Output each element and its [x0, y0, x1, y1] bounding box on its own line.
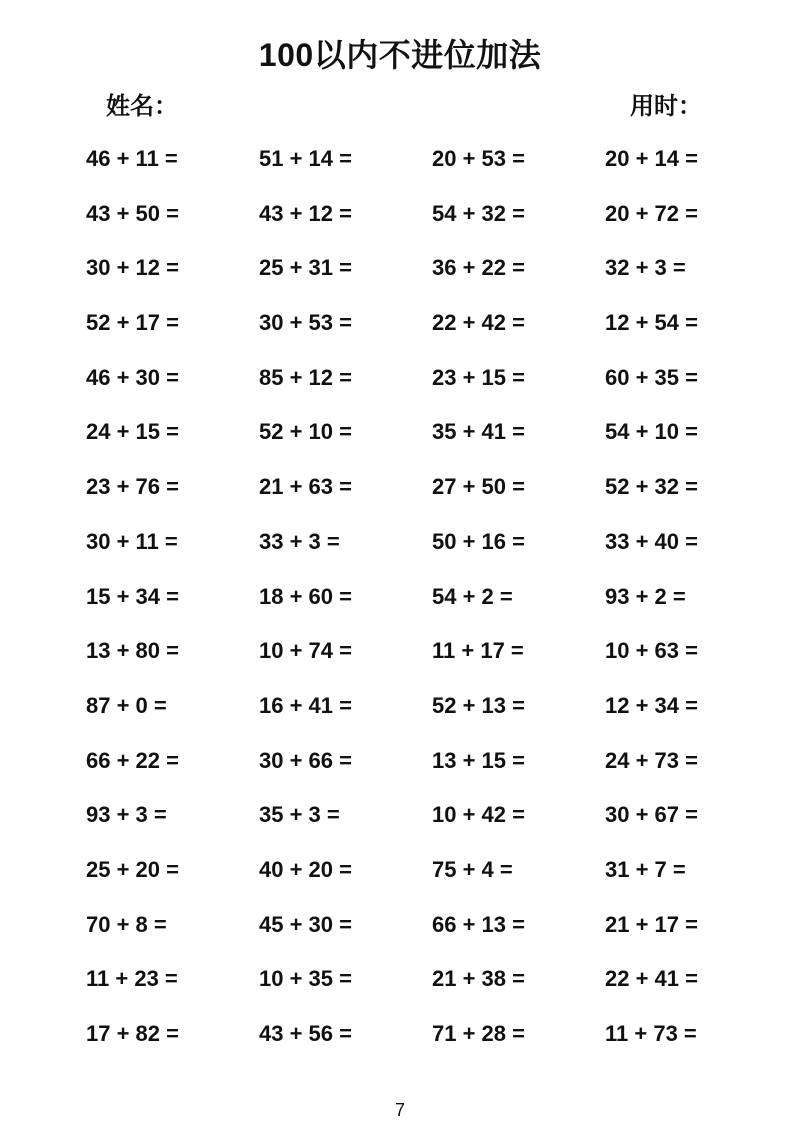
addition-problem: 46 + 30 = [86, 364, 179, 390]
addition-problem: 15 + 34 = [86, 583, 179, 609]
problem-row [0, 898, 800, 953]
addition-problem: 20 + 14 = [605, 146, 698, 171]
addition-problem: 33 + 3 = [259, 528, 340, 554]
addition-problem: 87 + 0 = [86, 692, 167, 718]
addition-problem: 24 + 15 = [86, 419, 179, 445]
addition-problem: 66 + 22 = [86, 747, 179, 773]
addition-problem: 24 + 73 = [605, 747, 698, 773]
addition-problem: 12 + 54 = [605, 310, 698, 336]
addition-problem: 11 + 23 = [86, 966, 178, 992]
addition-problem: 70 + 8 = [86, 911, 167, 937]
problem-row [0, 187, 800, 242]
addition-problem: 35 + 3 = [259, 802, 340, 828]
addition-problem: 27 + 50 = [432, 474, 525, 500]
name-field-label: 姓名： [106, 93, 178, 120]
addition-problem: 21 + 17 = [605, 911, 698, 937]
addition-problem: 85 + 12 = [259, 364, 352, 390]
addition-problem: 66 + 13 = [432, 911, 525, 937]
addition-problem: 52 + 13 = [432, 692, 525, 718]
addition-problem: 93 + 3 = [86, 802, 167, 828]
addition-problem: 21 + 38 = [432, 966, 525, 992]
problem-row [0, 351, 800, 406]
addition-problem: 20 + 72 = [605, 200, 698, 226]
addition-problem: 60 + 35 = [605, 364, 698, 390]
problem-row [0, 679, 800, 734]
addition-problem: 30 + 53 = [259, 310, 352, 336]
addition-problem: 31 + 7 = [605, 856, 686, 882]
addition-problem: 22 + 41 = [605, 966, 698, 992]
addition-problem: 43 + 50 = [86, 200, 179, 226]
addition-problem: 11 + 73 = [605, 1021, 697, 1046]
addition-problem: 52 + 32 = [605, 474, 698, 500]
addition-problem: 43 + 12 = [259, 200, 352, 226]
addition-problem: 35 + 41 = [432, 419, 525, 445]
problem-row [0, 296, 800, 351]
addition-problem: 20 + 53 = [432, 146, 525, 171]
addition-problem: 30 + 66 = [259, 747, 352, 773]
addition-problem: 25 + 20 = [86, 856, 179, 882]
addition-problem: 18 + 60 = [259, 583, 352, 609]
addition-problem: 23 + 76 = [86, 474, 179, 500]
addition-problem: 10 + 74 = [259, 638, 352, 664]
problem-row [0, 952, 800, 1007]
addition-problem: 71 + 28 = [432, 1021, 525, 1046]
addition-problem: 54 + 10 = [605, 419, 698, 445]
problem-row [0, 132, 800, 187]
addition-problem: 10 + 63 = [605, 638, 698, 664]
problem-row [0, 241, 800, 296]
problem-row [0, 734, 800, 789]
addition-problem: 30 + 12 = [86, 255, 179, 281]
addition-problem: 54 + 32 = [432, 200, 525, 226]
addition-problem: 30 + 11 = [86, 528, 178, 554]
addition-problem: 54 + 2 = [432, 583, 513, 609]
addition-problem: 45 + 30 = [259, 911, 352, 937]
problem-row [0, 515, 800, 570]
problem-grid [0, 132, 800, 1062]
addition-problem: 10 + 35 = [259, 966, 352, 992]
addition-problem: 21 + 63 = [259, 474, 352, 500]
addition-problem: 22 + 42 = [432, 310, 525, 336]
addition-problem: 11 + 17 = [432, 638, 524, 664]
problem-row [0, 1007, 800, 1062]
addition-problem: 43 + 56 = [259, 1021, 352, 1046]
time-field-label: 用时： [630, 93, 702, 120]
addition-problem: 25 + 31 = [259, 255, 352, 281]
addition-problem: 36 + 22 = [432, 255, 525, 281]
addition-problem: 33 + 40 = [605, 528, 698, 554]
addition-problem: 51 + 14 = [259, 146, 352, 171]
addition-problem: 13 + 15 = [432, 747, 525, 773]
problem-row [0, 843, 800, 898]
addition-problem: 23 + 15 = [432, 364, 525, 390]
addition-problem: 10 + 42 = [432, 802, 525, 828]
page-title: 100以内不进位加法 [258, 37, 542, 73]
page-number: 7 [394, 1100, 405, 1120]
addition-problem: 75 + 4 = [432, 856, 513, 882]
addition-problem: 52 + 10 = [259, 419, 352, 445]
addition-problem: 40 + 20 = [259, 856, 352, 882]
addition-problem: 16 + 41 = [259, 692, 352, 718]
addition-problem: 93 + 2 = [605, 583, 686, 609]
problem-row [0, 570, 800, 625]
addition-problem: 13 + 80 = [86, 638, 179, 664]
addition-problem: 50 + 16 = [432, 528, 525, 554]
problem-row [0, 624, 800, 679]
addition-problem: 30 + 67 = [605, 802, 698, 828]
addition-problem: 46 + 11 = [86, 146, 178, 171]
addition-problem: 17 + 82 = [86, 1021, 179, 1046]
addition-problem: 12 + 34 = [605, 692, 698, 718]
problem-row [0, 460, 800, 515]
addition-problem: 32 + 3 = [605, 255, 686, 281]
problem-row [0, 788, 800, 843]
addition-problem: 52 + 17 = [86, 310, 179, 336]
problem-row [0, 405, 800, 460]
